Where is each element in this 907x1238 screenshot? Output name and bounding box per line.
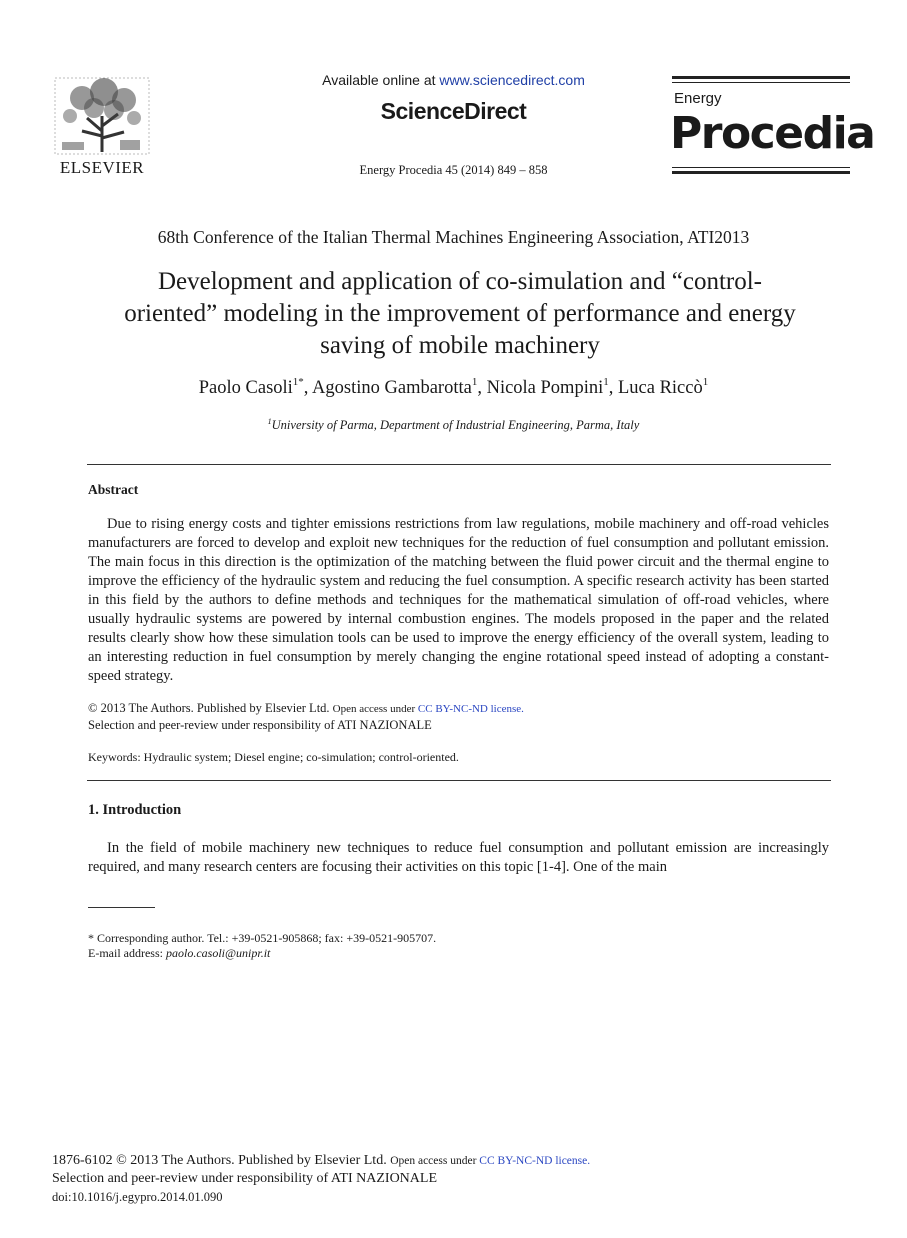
paper-title (80, 266, 840, 362)
copyright-line (88, 700, 524, 717)
journal-logo-rule (672, 171, 850, 174)
title-line: Development and application of co-simulation and “control- (158, 268, 762, 295)
doi[interactable]: doi:10.1016/j.egypro.2014.01.090 (52, 1190, 223, 1204)
author-mark: 1 (603, 376, 609, 388)
author-mark: 1 (702, 376, 709, 388)
journal-logo-rule (672, 167, 850, 168)
footnote-divider (88, 907, 155, 908)
license-link[interactable]: CC BY-NC-ND license. (417, 703, 524, 715)
journal-reference: Energy Procedia 45 (2014) 849 – 858 (359, 163, 548, 177)
issn-text: 1876-6102 © 2013 The Authors. Published by Elsevier Ltd. (52, 1153, 391, 1168)
journal-logo-rule (672, 82, 850, 83)
copyright-text: © 2013 The Authors. Published by Elsevier Ltd. (88, 701, 333, 715)
email-label: E-mail address: (88, 946, 166, 960)
title-line: oriented” modeling in the improvement of performance and energy (124, 300, 796, 327)
author-separator: , (303, 378, 313, 398)
affiliation-text: University of Parma, Department of Industrial Engineering, Parma, Italy (271, 418, 640, 433)
email-address[interactable]: paolo.casoli@unipr.it (165, 946, 271, 960)
elsevier-wordmark: ELSEVIER (59, 158, 145, 177)
title-line: saving of mobile machinery (320, 332, 600, 359)
author-separator: , (608, 378, 618, 398)
author-name: Luca Riccò (617, 378, 703, 398)
peer-review-line: Selection and peer-review under responsibility of ATI NAZIONALE (88, 718, 432, 732)
journal-logo-procedia: Procedia (670, 108, 875, 159)
journal-logo-energy: Energy (674, 90, 722, 107)
author-name: Paolo Casoli (198, 378, 293, 398)
affiliation (0, 417, 907, 433)
copyright-block (88, 700, 524, 733)
elsevier-logo (52, 76, 152, 176)
introduction-text: In the field of mobile machinery new techniques to reduce fuel consumption and pollutant emission are increasingly required, and many research centers are focusing their activities on this topic [1-4]. One of the main (88, 840, 829, 875)
abstract-text: Due to rising energy costs and tighter emissions restrictions from law regulations, mobile machinery and off-road vehicles manufacturers are forced to develop and exploit new techniques for the reduction of fuel consumption and pollutant emission. The main focus in this direction is the optimization of the matching between the fluid power circuit and the thermal engine to improve the efficiency of the hydraulic system and reducing the fuel consumption. A specific research activity has been started in this field by the authors to define methods and techniques for the mathematical simulation of off-road vehicles, where usually hydraulic systems are powered by internal combustion engines. The models proposed in the paper and the related results clearly show how these simulation tools can be used to improve the energy efficiency of the overall system, leading to an interesting reduction in fuel consumption by merely changing the engine rotational speed instead of adopting a constant-speed strategy. (88, 516, 829, 684)
author-mark: 1* (292, 376, 304, 388)
affiliation-mark: 1 (267, 417, 272, 426)
corresponding-author: * Corresponding author. Tel.: +39-0521-905868; fax: +39-0521-905707. (88, 931, 437, 945)
keywords: Keywords: Hydraulic system; Diesel engine; co-simulation; control-oriented. (88, 750, 459, 764)
author-list (0, 378, 907, 399)
section-divider (87, 464, 831, 465)
journal-logo-rule (672, 76, 850, 79)
footnote (88, 931, 436, 961)
abstract-heading: Abstract (88, 482, 139, 497)
author-name: Agostino Gambarotta (312, 378, 472, 398)
sciencedirect-link[interactable]: www.sciencedirect.com (439, 72, 585, 88)
conference-name: 68th Conference of the Italian Thermal Machines Engineering Association, ATI2013 (157, 227, 750, 247)
peer-review-line: Selection and peer-review under responsibility of ATI NAZIONALE (52, 1171, 437, 1186)
section-divider (87, 780, 831, 781)
issn-line (52, 1152, 590, 1170)
author-name: Nicola Pompini (486, 378, 604, 398)
author-mark: 1 (471, 376, 478, 388)
open-access-text: Open access under (390, 1155, 480, 1167)
introduction-heading: 1. Introduction (88, 802, 182, 818)
publication-footer (52, 1152, 590, 1206)
available-prefix: Available online at (322, 72, 440, 88)
license-link[interactable]: CC BY-NC-ND license. (479, 1155, 591, 1167)
author-separator: , (477, 378, 487, 398)
email-line (88, 946, 436, 961)
open-access-text: Open access under (332, 703, 418, 715)
available-online-line (0, 72, 907, 88)
sciencedirect-brand: ScienceDirect (380, 98, 527, 124)
